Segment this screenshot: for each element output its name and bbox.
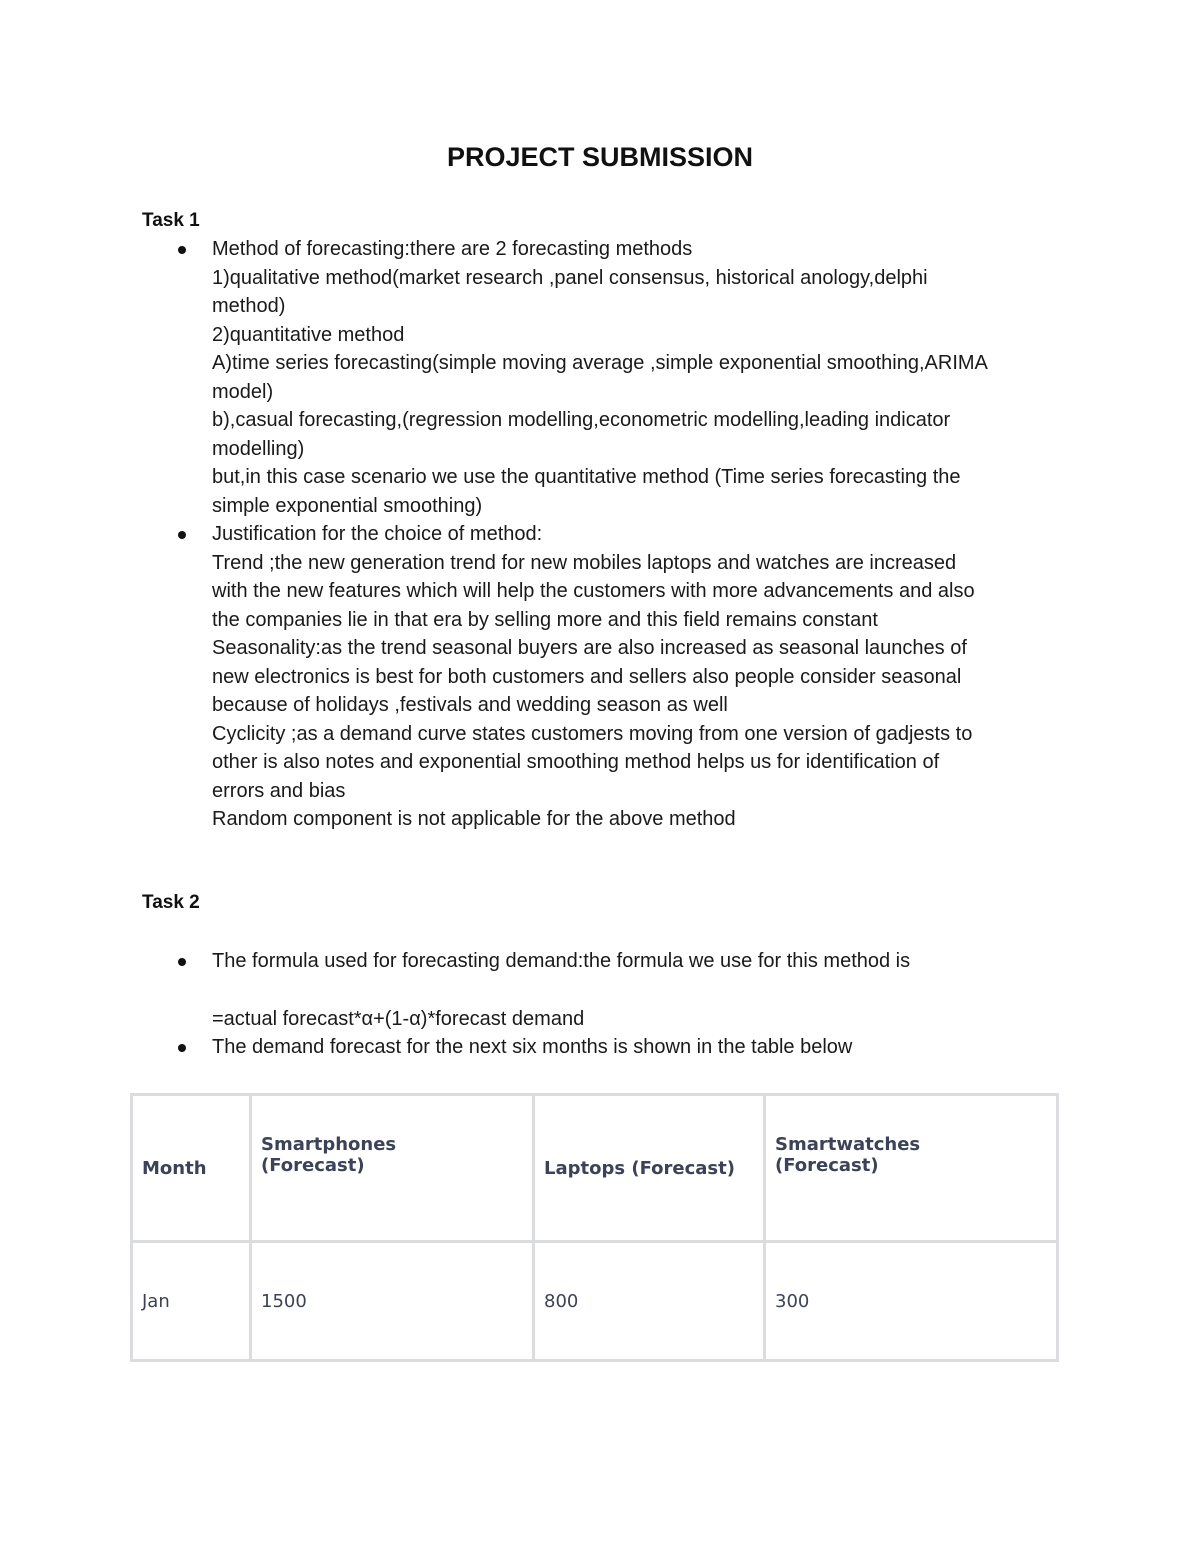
task1-line: Method of forecasting:there are 2 forecasting methods <box>212 238 693 260</box>
task1-line: modelling) <box>212 437 305 460</box>
task2-bullet1: The formula used for forecasting demand:the formula we use for this method is <box>212 950 911 972</box>
cell-smartphones: 1500 <box>251 1242 534 1361</box>
cell-month: Jan <box>132 1242 251 1361</box>
task1-line: with the new features which will help the customers with more advancements and also <box>212 580 975 602</box>
header-smartwatches <box>765 1095 1058 1242</box>
bullet-icon <box>178 246 186 254</box>
task1-line: simple exponential smoothing) <box>212 494 483 517</box>
header-laptops: Laptops (Forecast) <box>534 1095 765 1242</box>
table-header-row <box>132 1095 1058 1242</box>
page-title: PROJECT SUBMISSION <box>446 142 754 172</box>
bullet-icon <box>178 958 186 966</box>
header-month: Month <box>132 1095 251 1242</box>
task2-bullet2: The demand forecast for the next six months is shown in the table below <box>212 1036 853 1058</box>
task1-heading: Task 1 <box>142 210 200 231</box>
header-smartphones-text: Smartphones (Forecast) <box>261 1134 397 1176</box>
header-smartwatches-text: Smartwatches (Forecast) <box>775 1134 921 1176</box>
task1-line: Seasonality:as the trend seasonal buyers are also increased as seasonal launches of <box>212 637 967 659</box>
cell-smartwatches: 300 <box>765 1242 1058 1361</box>
task1-line: Justification for the choice of method: <box>212 523 543 545</box>
task1-line: 2)quantitative method <box>212 323 405 346</box>
forecast-table <box>130 1093 1059 1362</box>
task1-line: A)time series forecasting(simple moving average ,simple exponential smoothing,ARIMA <box>212 352 988 374</box>
task2-formula: =actual forecast*α+(1-α)*forecast demand <box>212 1008 585 1030</box>
task1-line: the companies lie in that era by selling more and this field remains constant <box>212 608 878 631</box>
table-row <box>132 1242 1058 1361</box>
bullet-icon <box>178 1044 186 1052</box>
header-smartphones <box>251 1095 534 1242</box>
task1-line: but,in this case scenario we use the quantitative method (Time series forecasting the <box>212 466 961 488</box>
task1-line: because of holidays ,festivals and wedding season as well <box>212 694 728 716</box>
task1-line: 1)qualitative method(market research ,panel consensus, historical anology,delphi <box>212 266 928 289</box>
task1-line: errors and bias <box>212 779 346 802</box>
task1-line: model) <box>212 380 274 403</box>
bullet-icon <box>178 531 186 539</box>
cell-laptops: 800 <box>534 1242 765 1361</box>
task1-line: new electronics is best for both customers and sellers also people consider seasonal <box>212 665 962 688</box>
task1-line: Random component is not applicable for the above method <box>212 808 736 830</box>
task1-line: Trend ;the new generation trend for new mobiles laptops and watches are increased <box>212 551 957 574</box>
task1-line: method) <box>212 295 286 317</box>
task1-line: Cyclicity ;as a demand curve states customers moving from one version of gadjests to <box>212 722 973 745</box>
task2-heading: Task 2 <box>142 892 200 913</box>
task1-line: other is also notes and exponential smoothing method helps us for identification of <box>212 751 940 773</box>
task1-line: b),casual forecasting,(regression modelling,econometric modelling,leading indicator <box>212 409 951 431</box>
